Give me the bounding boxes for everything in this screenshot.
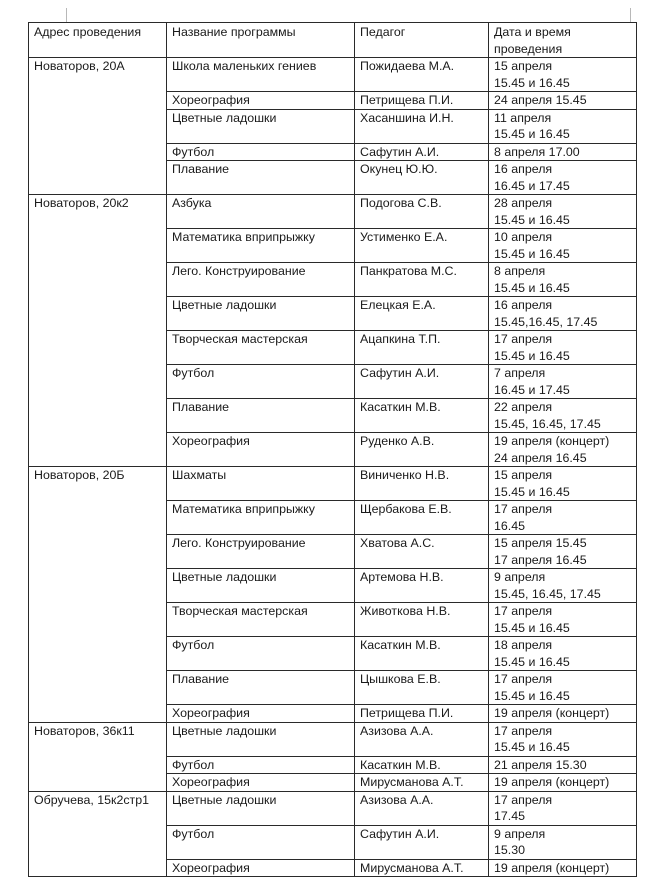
datetime-line: 15.45, 16.45, 17.45 (494, 416, 601, 431)
teacher-cell: Сафутин А.И. (355, 365, 489, 399)
teacher-cell: Мирусманова А.Т. (355, 774, 489, 792)
datetime-line: 17 апреля (494, 672, 553, 686)
teacher-cell: Пожидаева М.А. (355, 58, 489, 92)
datetime-cell (489, 467, 637, 501)
teacher-cell: Руденко А.В. (355, 433, 489, 467)
teacher-cell: Виниченко Н.В. (355, 467, 489, 501)
program-cell: Хореография (167, 705, 355, 723)
datetime-line: 17 апреля (494, 502, 553, 516)
datetime-line: 8 апреля (494, 264, 546, 278)
datetime-cell (489, 433, 637, 467)
datetime-line: 15 апреля (494, 468, 553, 482)
header-datetime (489, 23, 637, 58)
teacher-cell: Касаткин М.В. (355, 637, 489, 671)
datetime-cell (489, 331, 637, 365)
teacher-cell: Петрищева П.И. (355, 92, 489, 110)
teacher-cell: Петрищева П.И. (355, 705, 489, 723)
datetime-line: 19 апреля (концерт) (494, 434, 610, 448)
program-cell: Плавание (167, 399, 355, 433)
program-cell: Цветные ладошки (167, 722, 355, 756)
teacher-cell: Мирусманова А.Т. (355, 859, 489, 877)
header-row (29, 23, 637, 58)
datetime-line: 15.45 и 16.45 (494, 127, 570, 141)
schedule-table (28, 22, 637, 877)
datetime-line: 22 апреля (494, 400, 553, 414)
program-cell: Шахматы (167, 467, 355, 501)
teacher-cell: Касаткин М.В. (355, 756, 489, 774)
program-cell: Математика вприпрыжку (167, 501, 355, 535)
teacher-cell: Сафутин А.И. (355, 143, 489, 161)
datetime-line: 21 апреля 15.30 (494, 757, 587, 772)
datetime-line: 15.45, 16.45, 17.45 (494, 586, 601, 601)
datetime-line: 17 апреля (494, 792, 553, 807)
datetime-cell (489, 161, 637, 195)
datetime-line: 15 апреля 15.45 (494, 536, 587, 550)
header-address: Адрес проведения (29, 23, 167, 58)
datetime-line: 19 апреля (концерт) (494, 706, 610, 720)
address-cell: Новаторов, 20Б (29, 467, 167, 723)
table-row (29, 791, 637, 825)
datetime-cell (489, 399, 637, 433)
teacher-cell: Азизова А.А. (355, 791, 489, 825)
datetime-cell (489, 671, 637, 705)
datetime-line: 15.45 и 16.45 (494, 620, 570, 635)
address-cell: Обручева, 15к2стр1 (29, 791, 167, 877)
table-row (29, 722, 637, 756)
datetime-line: 15.45,16.45, 17.45 (494, 314, 598, 329)
program-cell: Творческая мастерская (167, 331, 355, 365)
program-cell: Математика вприпрыжку (167, 229, 355, 263)
datetime-line: 15.45 и 16.45 (494, 484, 570, 499)
program-cell: Хореография (167, 859, 355, 877)
datetime-line: 17 апреля 16.45 (494, 552, 587, 567)
datetime-cell (489, 365, 637, 399)
teacher-cell: Цышкова Е.В. (355, 671, 489, 705)
program-cell: Лего. Конструирование (167, 263, 355, 297)
datetime-cell (489, 637, 637, 671)
schedule-body (29, 58, 637, 877)
datetime-line: 15.30 (494, 843, 526, 857)
datetime-line: 16.45 и 17.45 (494, 382, 570, 397)
teacher-cell: Хасаншина И.Н. (355, 109, 489, 143)
teacher-cell: Окунец Ю.Ю. (355, 161, 489, 195)
header-datetime-line: проведения (494, 41, 563, 56)
program-cell: Цветные ладошки (167, 109, 355, 143)
datetime-line: 10 апреля (494, 230, 553, 244)
teacher-cell: Подогова С.В. (355, 195, 489, 229)
header-datetime-line: Дата и время (494, 25, 571, 39)
datetime-line: 15 апреля (494, 59, 553, 73)
page-corner-mark-left (33, 8, 67, 22)
program-cell: Цветные ладошки (167, 791, 355, 825)
datetime-line: 24 апреля 15.45 (494, 93, 587, 107)
datetime-line: 15.45 и 16.45 (494, 654, 570, 669)
datetime-cell (489, 297, 637, 331)
datetime-cell (489, 92, 637, 110)
datetime-cell (489, 603, 637, 637)
program-cell: Футбол (167, 825, 355, 859)
table-row (29, 58, 637, 92)
datetime-line: 16.45 и 17.45 (494, 178, 570, 193)
teacher-cell: Азизова А.А. (355, 722, 489, 756)
datetime-line: 15.45 и 16.45 (494, 212, 570, 227)
table-row (29, 467, 637, 501)
datetime-cell (489, 143, 637, 161)
datetime-line: 15.45 и 16.45 (494, 348, 570, 363)
datetime-cell (489, 263, 637, 297)
program-cell: Футбол (167, 365, 355, 399)
datetime-cell (489, 756, 637, 774)
header-program: Название программы (167, 23, 355, 58)
program-cell: Творческая мастерская (167, 603, 355, 637)
table-row (29, 195, 637, 229)
datetime-cell (489, 825, 637, 859)
datetime-cell (489, 535, 637, 569)
address-cell: Новаторов, 36к11 (29, 722, 167, 791)
program-cell: Футбол (167, 143, 355, 161)
datetime-cell (489, 195, 637, 229)
teacher-cell: Животкова Н.В. (355, 603, 489, 637)
datetime-cell (489, 859, 637, 877)
program-cell: Цветные ладошки (167, 297, 355, 331)
datetime-line: 16 апреля (494, 298, 553, 312)
teacher-cell: Щербакова Е.В. (355, 501, 489, 535)
program-cell: Плавание (167, 671, 355, 705)
program-cell: Азбука (167, 195, 355, 229)
program-cell: Хореография (167, 774, 355, 792)
program-cell: Цветные ладошки (167, 569, 355, 603)
teacher-cell: Сафутин А.И. (355, 825, 489, 859)
datetime-line: 17 апреля (494, 723, 553, 738)
datetime-cell (489, 501, 637, 535)
datetime-cell (489, 705, 637, 723)
datetime-line: 15.45 и 16.45 (494, 75, 570, 90)
datetime-line: 17 апреля (494, 604, 553, 618)
program-cell: Хореография (167, 433, 355, 467)
teacher-cell: Касаткин М.В. (355, 399, 489, 433)
datetime-line: 17.45 (494, 809, 526, 823)
datetime-line: 15.45 и 16.45 (494, 246, 570, 261)
datetime-line: 16 апреля (494, 162, 553, 176)
datetime-cell (489, 229, 637, 263)
datetime-line: 18 апреля (494, 638, 553, 652)
datetime-line: 19 апреля (концерт) (494, 775, 610, 789)
datetime-line: 16.45 (494, 518, 526, 533)
datetime-line: 15.45 и 16.45 (494, 280, 570, 295)
teacher-cell: Хватова А.С. (355, 535, 489, 569)
page-corner-mark-right (630, 8, 631, 22)
datetime-line: 9 апреля (494, 826, 546, 841)
program-cell: Футбол (167, 637, 355, 671)
teacher-cell: Артемова Н.В. (355, 569, 489, 603)
teacher-cell: Елецкая Е.А. (355, 297, 489, 331)
address-cell: Новаторов, 20к2 (29, 195, 167, 467)
datetime-cell (489, 569, 637, 603)
datetime-cell (489, 774, 637, 792)
address-cell: Новаторов, 20А (29, 58, 167, 195)
datetime-line: 17 апреля (494, 332, 553, 346)
datetime-line: 19 апреля (концерт) (494, 860, 610, 875)
header-teacher: Педагог (355, 23, 489, 58)
datetime-line: 28 апреля (494, 196, 553, 210)
datetime-cell (489, 791, 637, 825)
datetime-line: 8 апреля 17.00 (494, 144, 580, 159)
datetime-line: 15.45 и 16.45 (494, 688, 570, 703)
teacher-cell: Ацапкина Т.П. (355, 331, 489, 365)
program-cell: Лего. Конструирование (167, 535, 355, 569)
datetime-cell (489, 722, 637, 756)
program-cell: Плавание (167, 161, 355, 195)
program-cell: Футбол (167, 756, 355, 774)
teacher-cell: Панкратова М.С. (355, 263, 489, 297)
datetime-line: 11 апреля (494, 110, 552, 125)
datetime-cell (489, 58, 637, 92)
datetime-line: 15.45 и 16.45 (494, 740, 570, 754)
datetime-line: 24 апреля 16.45 (494, 450, 587, 465)
datetime-line: 9 апреля (494, 570, 546, 584)
teacher-cell: Устименко Е.А. (355, 229, 489, 263)
program-cell: Школа маленьких гениев (167, 58, 355, 92)
program-cell: Хореография (167, 92, 355, 110)
datetime-line: 7 апреля (494, 366, 546, 380)
datetime-cell (489, 109, 637, 143)
